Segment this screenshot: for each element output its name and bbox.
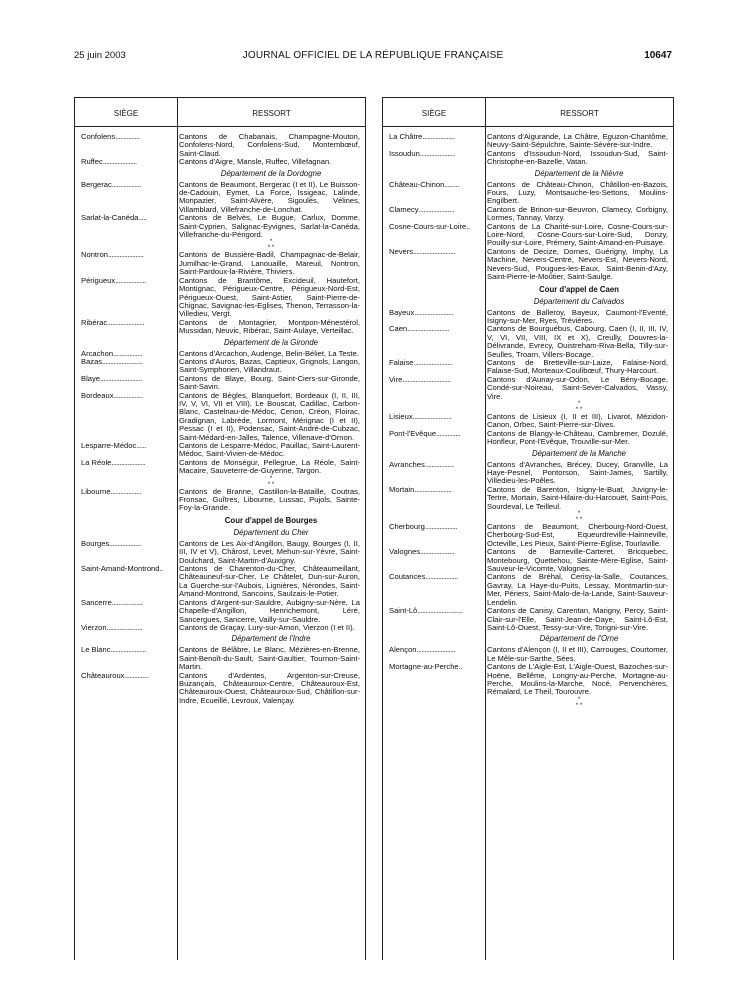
ressort-cell: Cantons de Belvès, Le Bugue, Carlux, Domme, Saint-Cyprien, Salignac-Eyvignes, Sarlat-la-Canéda, Villefranche-du-Périgord. (179, 213, 360, 240)
table-row (75, 599, 365, 624)
department-heading: Département de la Nièvre (534, 168, 624, 178)
siege-cell: Bergerac.................. (81, 180, 141, 189)
ressort-cell: Cantons de Barenton, Isigny-le-Buat, Juvigny-le-Tertre, Mortain, Saint-Hilaire-du-Harcouët, Saint-Pois, Sourdeval, Le Teilleul. (487, 484, 668, 511)
siege-cell: Saint-Lô............................ (389, 607, 463, 616)
table-row (75, 158, 365, 166)
ressort-cell: Cantons de Blangy-le-Château, Cambremer, Dozulé, Honfleur, Pont-l'Evêque, Trouville-sur-Mer. (487, 428, 668, 447)
separator-stars: * * * (575, 696, 583, 709)
table-row (383, 461, 673, 486)
table-row (383, 413, 673, 430)
table-row (75, 672, 365, 706)
department-heading: Département de la Dordogne (220, 168, 322, 178)
ressort-cell: Cantons de Montagrier, Montpon-Ménestérol, Mussidan, Neuvic, Ribérac, Saint-Aulaye, Verteillac. (179, 317, 360, 336)
siege-cell: Sancerre................... (81, 598, 143, 607)
ressort-cell: Cantons de Canisy, Carentan, Marigny, Percy, Saint-Clair-sur-l'Elle, Saint-Jean-de-Daye, Saint-Lô-Est, Saint-Lô-Ouest, Tessy-sur-Vire, Torigni-sur-Vire. (487, 606, 668, 632)
ressort-cell: Cantons de La Charité-sur-Loire, Cosne-Cours-sur-Loire-Nord, Cosne-Cours-sur-Loire-Sud, Donzy, Pouilly-sur-Loire, Prémery, Saint-Amand-en-Puisaye. (487, 221, 668, 248)
siege-cell: Nevers.......................... (389, 247, 455, 256)
col-ressort-header: RESSORT (560, 109, 599, 118)
col-siege-header: SIÈGE (113, 109, 139, 118)
table-row (75, 624, 365, 632)
ressort-cell: Cantons de Bréhal, Cerisy-la-Salle, Coutances, Gavray, La Haye-du-Puits, Lessay, Montmartin-sur-Mer, Périers, Saint-Malo-de-la-Lande, Saint-Sauveur-Lendelin. (487, 572, 668, 607)
table-row (383, 248, 673, 282)
ressort-cell: Cantons de Monségur, Pellegrue, La Réole, Saint-Macaire, Sauveterre-de-Guyenne, Targon. (179, 457, 360, 476)
table-row (383, 133, 673, 150)
siege-cell: Caen.......................... (389, 325, 450, 334)
siege-cell: La Réole..................... (81, 458, 146, 467)
table-row (75, 181, 365, 215)
siege-cell: Libourne................... (81, 487, 142, 496)
siege-cell: Lesparre-Médoc...... (81, 442, 146, 450)
department-heading: Département de l'Orne (539, 634, 619, 644)
department-heading: Département de la Manche (531, 448, 627, 458)
table-row (75, 488, 365, 513)
right-table (382, 97, 674, 960)
ressort-cell: Cantons d'Aigre, Mansle, Ruffec, Villefagnan. (179, 157, 332, 167)
siege-cell: Cosne-Cours-sur-Loire.. (389, 222, 470, 231)
department-heading: Département du Cher (233, 527, 309, 537)
ressort-cell: Cantons de Graçay, Lury-sur-Arnon, Vierzon (I et II). (179, 622, 355, 632)
table-row (75, 214, 365, 239)
siege-cell: Mortagne-au-Perche.. (389, 663, 462, 672)
ressort-cell: Cantons de Blaye, Bourg, Saint-Ciers-sur-Gironde, Saint-Savin. (179, 373, 360, 392)
siege-cell: La Châtre.................... (389, 133, 455, 141)
ressort-cell: Cantons d'Arcachon, Audenge, Belin-Béliet, La Teste. (179, 348, 359, 358)
table-row (75, 133, 365, 158)
table-row (383, 486, 673, 511)
table-row (383, 223, 673, 248)
siege-cell: Nontron...................... (81, 251, 144, 260)
siege-cell: Confolens............... (81, 133, 140, 141)
table-row (75, 392, 365, 442)
page-number: 10647 (644, 50, 672, 61)
siege-cell: Château-Chinon......... (389, 180, 459, 189)
ressort-cell: Cantons de Château-Chinon, Châtillon-en-Bazois, Fours, Luzy, Montsauche-les-Settons, Moulins-Engilbert. (487, 179, 668, 206)
table-row (75, 375, 365, 392)
table-row (383, 646, 673, 663)
department-heading: Département du Calvados (533, 296, 625, 306)
ressort-cell: Cantons de Brantôme, Excideuil, Hautefort, Montignac, Périgueux-Centre, Périgueux-Nord-Est, Périgueux-Ouest, Saint-Astier, Saint-Pierre-de-Chignac, Savignac-les-Eglises, Thenon, Terrasson-la-Villedieu, Vergt. (179, 275, 360, 319)
siege-cell: Cherbourg.................... (389, 523, 458, 532)
table-row (383, 573, 673, 607)
table-row (383, 548, 673, 573)
ressort-cell: Cantons de Branne, Castillon-la-Bataille, Coutras, Fronsac, Guîtres, Libourne, Lussac, Pujols, Sainte-Foy-la-Grande. (179, 486, 360, 513)
table-row (383, 206, 673, 223)
siege-cell: Ribérac....................... (81, 318, 145, 327)
siege-cell: Valognes..................... (389, 548, 454, 557)
left-rows (75, 133, 365, 705)
table-row (75, 540, 365, 565)
siege-cell: Bordeaux.................. (81, 391, 143, 400)
ressort-cell: Cantons de Bourguébus, Cabourg, Caen (I, II, III, IV, V, VI, VII, VIII, IX et X), Creully, Douvres-la-Délivrande, Evrecy, Ouistreham-Riva-Bella, Tilly-sur-Seulles, Troarn, Villers-Bocage. (487, 324, 668, 359)
ressort-cell: Cantons d'Alençon (I, II et III), Carrouges, Courtomer, Le Mêle-sur-Sarthe, Sées. (487, 645, 668, 663)
siege-cell: Avranches.................. (389, 460, 454, 469)
siege-cell: Lisieux........................ (389, 412, 452, 421)
ressort-cell: Cantons d'Issoudun-Nord, Issoudun-Sud, Saint-Christophe-en-Bazelle, Vatan. (487, 148, 668, 167)
siege-cell: Bazas......................... (81, 357, 143, 366)
ressort-cell: Cantons de Chabanais, Champagne-Mouton, Confolens-Nord, Confolens-Sud, Montembœuf, Saint-Claud. (179, 132, 360, 158)
ressort-cell: Cantons de Bretteville-sur-Laize, Falaise-Nord, Falaise-Sud, Morteaux-Coulibœuf, Thury-Harcourt. (487, 357, 668, 376)
left-table (74, 97, 366, 960)
court-heading: Cour d'appel de Bourges (224, 515, 318, 525)
page-header (74, 50, 672, 64)
table-row (383, 325, 673, 359)
ressort-cell: Cantons de Decize, Dornes, Guérigny, Imphy, La Machine, Nevers-Centre, Nevers-Est, Nevers-Nord, Nevers-Sud, Pougues-les-Eaux, Saint-Benin-d'Azy, Saint-Pierre-le-Moûtier, Saint-Saulge. (487, 246, 668, 282)
department-heading: Département de la Gironde (223, 337, 319, 347)
separator-stars: * * * (575, 400, 583, 413)
ressort-cell: Cantons de Bélâbre, Le Blanc, Mézières-en-Brenne, Saint-Benoît-du-Sault, Saint-Gaultier, Tournon-Saint-Martin. (179, 645, 360, 672)
table-row (383, 607, 673, 632)
ressort-cell: Cantons de Lisieux (I, II et III), Livarot, Mézidon-Canon, Orbec, Saint-Pierre-sur-Dives. (487, 411, 668, 430)
table-row (75, 251, 365, 276)
table-row (383, 376, 673, 401)
table-row (383, 523, 673, 548)
ressort-cell: Cantons d'Avranches, Brécey, Ducey, Granville, La Haye-Pesnel, Pontorson, Saint-James, Sartilly, Villedieu-les-Poêles. (487, 459, 668, 486)
siege-cell: Clamecy...................... (389, 205, 454, 214)
table-row (75, 565, 365, 599)
ressort-cell: Cantons de Barneville-Carteret, Bricquebec, Montebourg, Quettehou, Sainte-Mère-Eglise, Saint-Sauveur-le-Vicomte, Valognes. (487, 547, 668, 574)
siege-cell: Sarlat-la-Canéda..... (81, 214, 147, 223)
ressort-cell: Cantons de L'Aigle-Est, L'Aigle-Ouest, Bazoches-sur-Hoëne, Bellême, Longny-au-Perche, Mortagne-au-Perche, Moulins-la-Marche, Nocé, Pervenchères, Rémalard, Le Theil, Tourouvre. (487, 662, 668, 697)
siege-cell: Arcachon.................. (81, 349, 143, 358)
table-row (75, 442, 365, 459)
siege-cell: Périgueux................... (81, 276, 146, 285)
siege-cell: Bayeux........................ (389, 308, 453, 317)
ressort-cell: Cantons de Brinon-sur-Beuvron, Clamecy, Corbigny, Lormes, Tannay, Varzy. (487, 204, 668, 223)
separator-stars: * * * (575, 511, 583, 524)
siege-cell: Ruffec..................... (81, 158, 137, 167)
table-row (383, 150, 673, 167)
table-header (383, 98, 673, 127)
ressort-cell: Cantons de Bussière-Badil, Champagnac-de-Belair, Jumilhac-le-Grand, Lanouaille, Mareuil, Nontron, Saint-Pardoux-la-Rivière, Thiviers. (179, 250, 360, 277)
col-siege-header: SIÈGE (421, 109, 447, 118)
siege-cell: Alençon........................ (389, 646, 456, 655)
table-row (383, 359, 673, 376)
ressort-cell: Cantons d'Ardentes, Argenton-sur-Creuse, Buzançais, Châteauroux-Centre, Châteauroux-Est, Châteauroux-Ouest, Châteauroux-Sud, Châtillon-sur-Indre, Ecueillé, Levroux, Valençay. (179, 670, 360, 705)
issue-date: 25 juin 2003 (74, 50, 126, 61)
table-row (75, 459, 365, 476)
table-row (383, 181, 673, 206)
court-heading: Cour d'appel de Caen (539, 284, 619, 294)
right-rows (383, 133, 673, 709)
siege-cell: Blaye.......................... (81, 374, 142, 383)
ressort-cell: Cantons d'Argent-sur-Sauldre, Aubigny-sur-Nère, La Chapelle-d'Angillon, Henrichemont, Léré, Sancergues, Sancerre, Vailly-sur-Sauldre. (179, 597, 360, 624)
ressort-cell: Cantons d'Aigurande, La Châtre, Eguzon-Chantôme, Neuvy-Saint-Sépulchre, Sainte-Sévère-sur-Indre. (487, 132, 668, 150)
siege-cell: Mortain....................... (389, 485, 452, 494)
table-row (383, 663, 673, 697)
siege-cell: Vierzon...................... (81, 623, 143, 632)
siege-cell: Vire.............................. (389, 375, 451, 384)
ressort-cell: Cantons de Beaumont, Cherbourg-Nord-Ouest, Cherbourg-Sud-Est, Equeurdreville-Hainneville, Octeville, Les Pieux, Saint-Pierre-Eglise, Tourlaville. (487, 522, 668, 548)
ressort-cell: Cantons d'Aunay-sur-Odon, Le Bény-Bocage, Condé-sur-Noireau, Saint-Sever-Calvados, Vassy, Vire. (487, 374, 668, 401)
siege-cell: Pont-l'Evêque............... (389, 429, 461, 438)
siege-cell: Châteauroux............... (81, 671, 149, 680)
siege-cell: Le Blanc...................... (81, 646, 146, 655)
siege-cell: Issoudun...................... (389, 149, 456, 158)
journal-title: JOURNAL OFFICIEL DE LA RÉPUBLIQUE FRANÇAISE (242, 50, 504, 61)
ressort-cell: Cantons de Charenton-du-Cher, Châteaumeillant, Châteauneuf-sur-Cher, Le Châtelet, Dun-sur-Auron, La Guerche-sur-l'Aubois, Lignières, Nérondes, Saint-Amand-Montrond, Sancoins, Saulzais-le-Potier. (179, 564, 360, 599)
siege-cell: Bourges.................... (81, 539, 142, 548)
col-ressort-header: RESSORT (252, 109, 291, 118)
table-row (75, 277, 365, 319)
ressort-cell: Cantons d'Auros, Bazas, Captieux, Grignols, Langon, Saint-Symphorien, Villandraut. (179, 356, 360, 375)
siege-cell: Falaise........................ (389, 358, 453, 367)
ressort-cell: Cantons de Les Aix-d'Angillon, Baugy, Bourges (I, II, III, IV et V), Chârost, Levet, Mehun-sur-Yèvre, Saint-Doulchard, Saint-Martin-d'Auxigny. (179, 538, 360, 565)
siege-cell: Saint-Amand-Montrond.. (81, 565, 163, 574)
siege-cell: Coutances.................... (389, 573, 458, 582)
ressort-cell: Cantons de Beaumont, Bergerac (I et II), Le Buisson-de-Cadouin, Eymet, La Force, Issigeac, Lalinde, Monpazier, Saint-Alvère, Sigoulès, Vélines, Villamblard, Villefranche-de-Lonchat. (179, 179, 360, 214)
table-row (75, 358, 365, 375)
table-row (383, 309, 673, 326)
table-row (383, 430, 673, 447)
ressort-cell: Cantons de Bègles, Blanquefort, Bordeaux (I, II, III, IV, V, VI, VII et VIII), Le Bouscat, Cadillac, Carbon-Blanc, Castelnau-de-Médoc, Cenon, Créon, Floirac, Gradignan, Labrède, Lormont, Mérignac (I et II), Pessac (I et II), Podensac, Saint-André-de-Cubzac, Saint-Médard-en-Jalles, Talence, Villenave-d'Ornon. (179, 390, 360, 442)
table-row (75, 646, 365, 671)
ressort-cell: Cantons de Lesparre-Médoc, Pauillac, Saint-Laurent-Médoc, Saint-Vivien-de-Médoc. (179, 441, 360, 459)
table-row (75, 319, 365, 336)
department-heading: Département de l'Indre (231, 634, 311, 644)
separator-stars: * * * (267, 475, 275, 488)
ressort-cell: Cantons de Balleroy, Bayeux, Caumont-l'Eventé, Isigny-sur-Mer, Ryes, Trévières. (487, 307, 668, 325)
separator-stars: * * * (267, 239, 275, 252)
table-header (75, 98, 365, 127)
